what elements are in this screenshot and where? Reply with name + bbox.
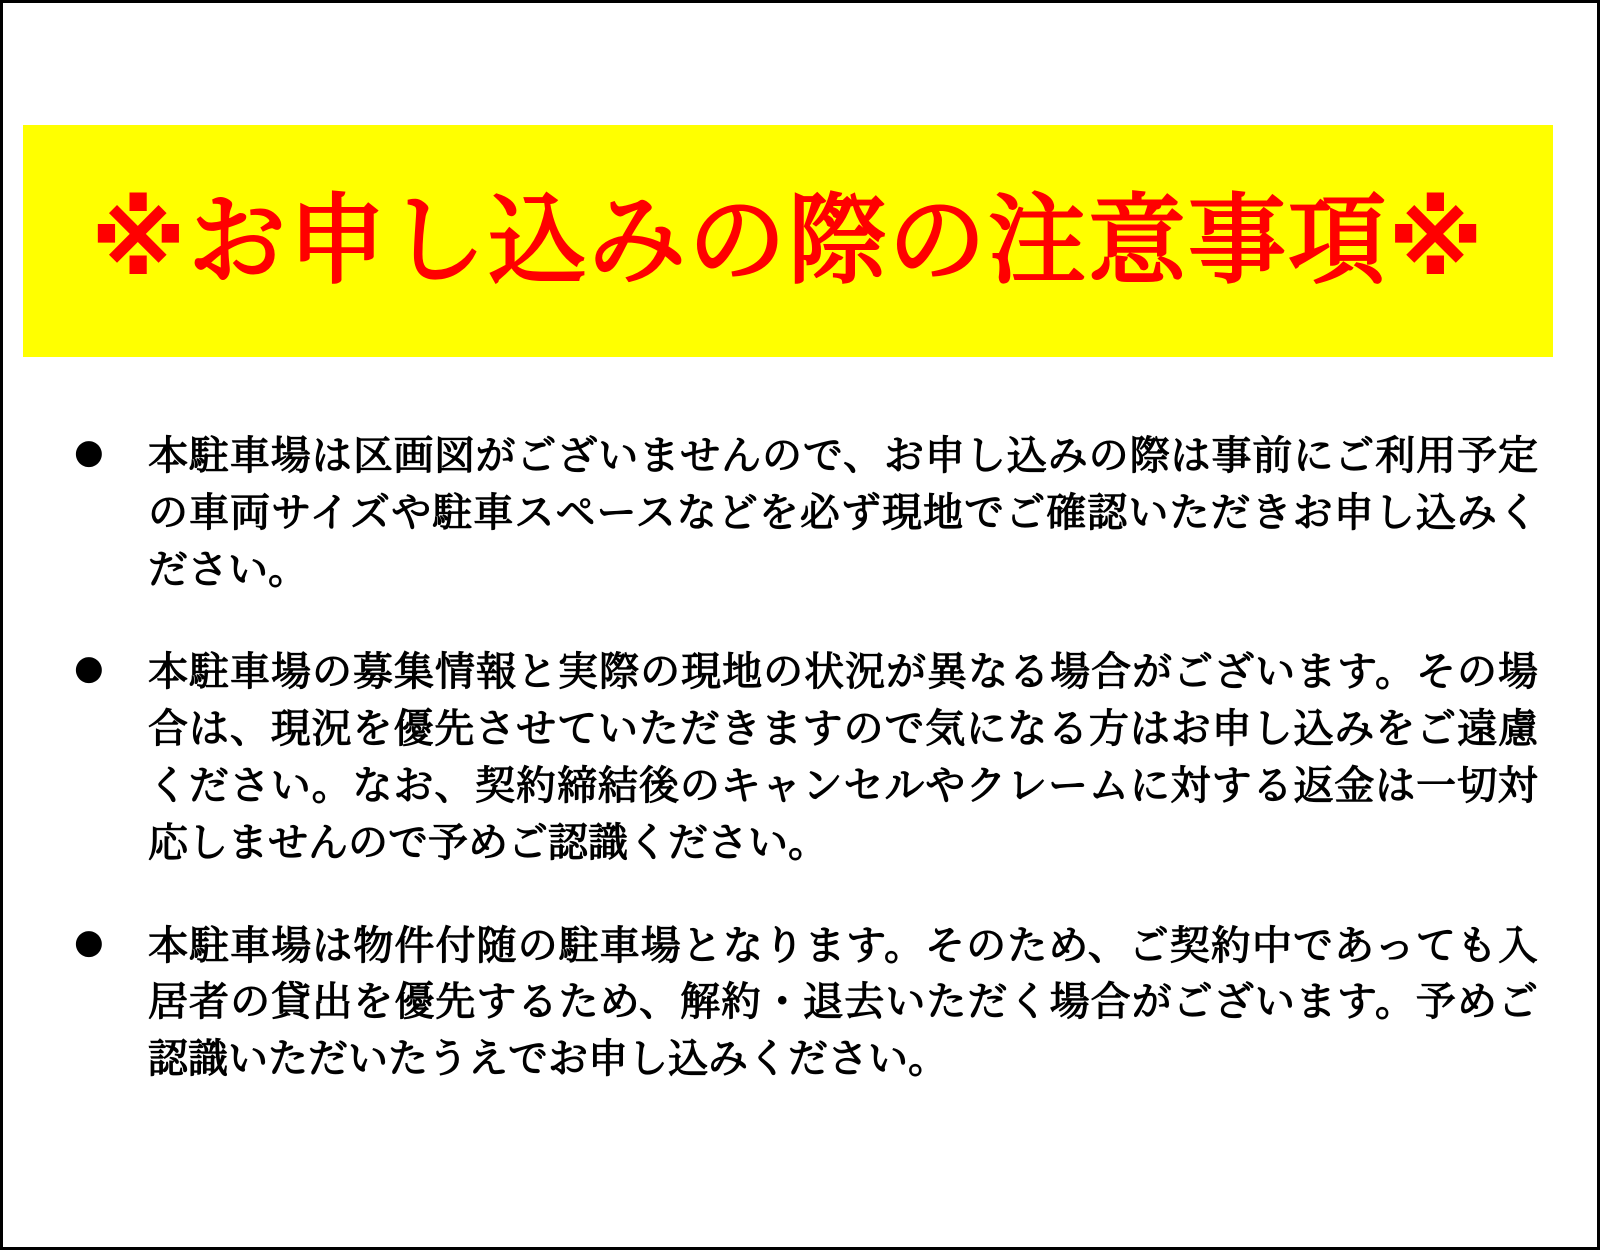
page-title: ※お申し込みの際の注意事項※ [90,184,1486,298]
bullet-icon: ● [74,921,104,962]
bullet-icon: ● [74,648,104,689]
bullet-icon: ● [74,432,104,472]
notes-list [58,428,1538,1134]
list-item [58,428,1538,598]
note-text: 本駐車場は区画図がございませんので、お申し込みの際は事前にご利用予定の車両サイズや駐車スペースなどを必ず現地でご確認いただきお申し込みください。 [148,433,1538,593]
note-text: 本駐車場の募集情報と実際の現地の状況が異なる場合がございます。その場合は、現況を優先させていただきますので気になる方はお申し込みをご遠慮ください。なお、契約締結後のキャンセルやクレームに対する返金は一切対応しませんので予めご認識ください。 [148,649,1538,866]
list-item [58,644,1538,871]
notice-banner [23,125,1553,357]
list-item [58,918,1538,1088]
note-text: 本駐車場は物件付随の駐車場となります。そのため、ご契約中であっても入居者の貸出を優先するため、解約・退去いただく場合がございます。予めご認識いただいたうえでお申し込みください。 [148,922,1538,1083]
